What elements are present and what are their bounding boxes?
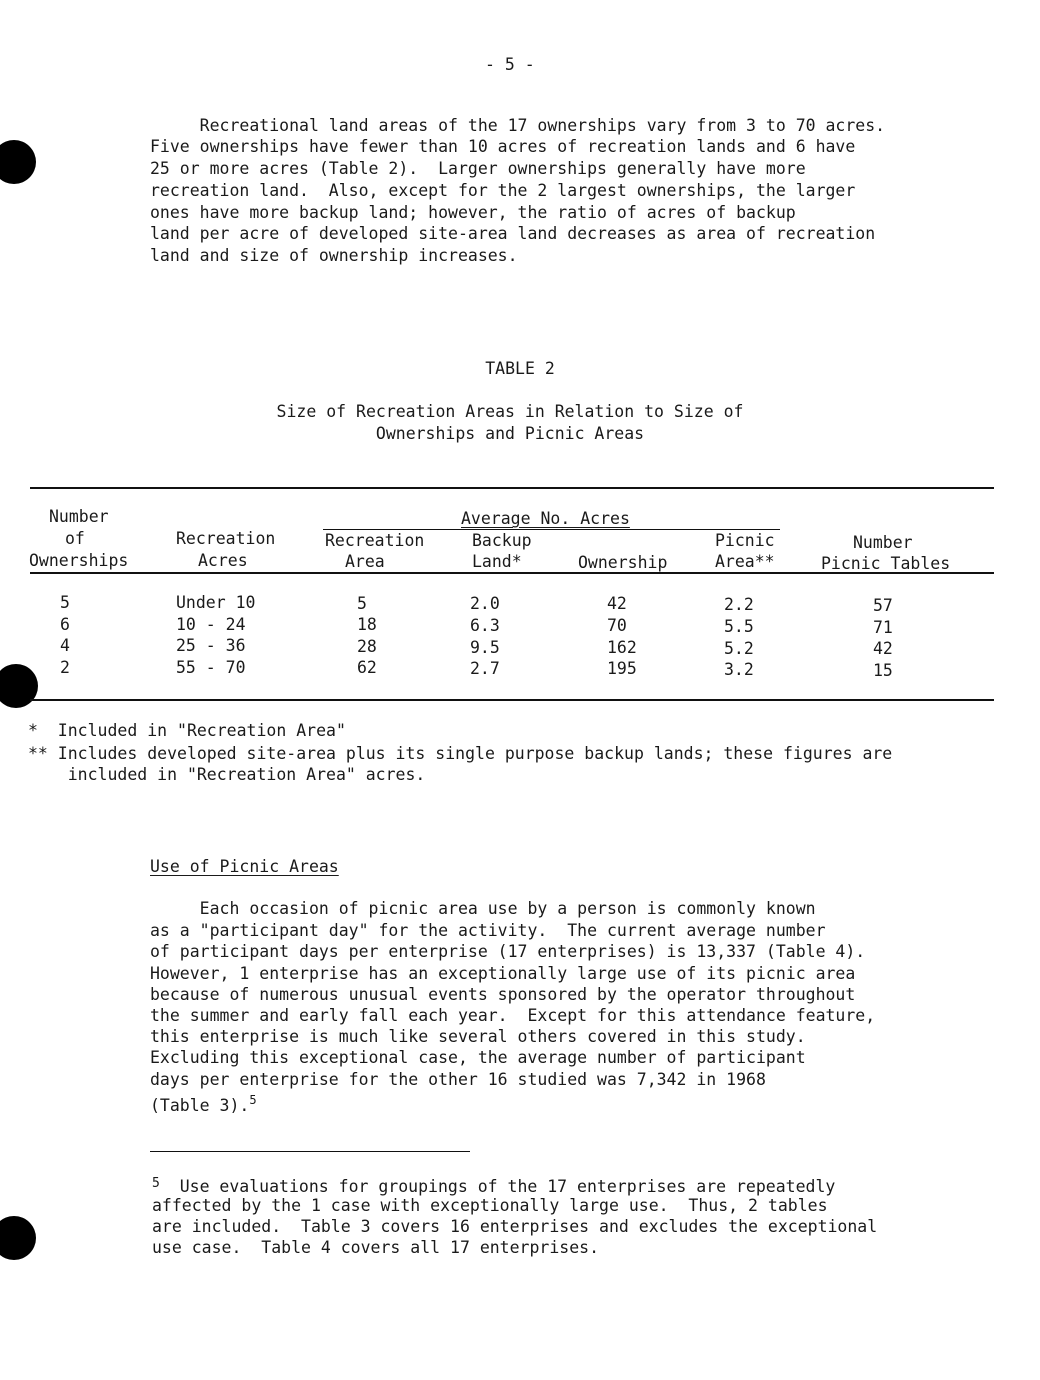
footnote-separator [150,1151,470,1152]
cell-recreation-area: 5 [357,594,367,613]
header-number: Number [49,507,109,526]
header-backup-1: Backup [472,531,532,550]
paragraph-line: 25 or more acres (Table 2). Larger ownerships generally have more [150,159,806,178]
section-heading: Use of Picnic Areas [150,857,339,876]
footnote-reference: 5 [249,1093,257,1107]
footnote-marker: 5 [152,1176,160,1191]
paragraph-line-last [150,1090,257,1117]
table-top-rule [30,487,994,489]
cell-backup: 9.5 [470,638,500,657]
cell-recreation-acres: 10 - 24 [176,615,246,634]
cell-picnic: 2.2 [724,595,754,614]
cell-recreation-acres: Under 10 [176,593,256,612]
table-footnote: * Included in "Recreation Area" [28,721,346,740]
cell-number: 6 [60,615,70,634]
paragraph-line: this enterprise is much like several others covered in this study. [150,1027,806,1046]
table-caption-line: Ownerships and Picnic Areas [375,423,645,443]
header-picnic-2: Area** [715,552,775,571]
binder-hole-top [0,140,36,184]
header-number-tables-1: Number [853,533,913,552]
cell-ownership: 42 [607,594,627,613]
table-bottom-rule [30,699,994,701]
footnote-text: Use evaluations for groupings of the 17 enterprises are repeatedly [159,1177,836,1196]
header-of: of [65,529,85,548]
page-number: - 5 - [485,55,535,74]
cell-ownership: 162 [607,638,637,657]
binder-hole-bottom [0,1216,36,1260]
paragraph-line: Five ownerships have fewer than 10 acres of recreation lands and 6 have [150,137,856,156]
header-ownership: Ownership [578,553,668,572]
footnote-line: are included. Table 3 covers 16 enterprises and excludes the exceptional [152,1217,878,1236]
footnote-line [152,1173,835,1198]
cell-backup: 2.7 [470,659,500,678]
table-footnote: included in "Recreation Area" acres. [28,765,426,784]
header-recreation-area-1: Recreation [325,531,425,550]
table-title-block [0,358,1040,380]
table-label: TABLE 2 [485,359,555,378]
cell-picnic: 5.2 [724,639,754,658]
header-recreation-area-2: Area [345,552,385,571]
cell-recreation-area: 18 [357,615,377,634]
cell-tables: 15 [873,661,893,680]
paragraph-line: ones have more backup land; however, the ratio of acres of backup [150,203,796,222]
cell-picnic: 5.5 [724,617,754,636]
header-backup-2: Land* [472,552,522,571]
cell-ownership: 70 [607,616,627,635]
cell-number: 2 [60,658,70,677]
footnote-line: affected by the 1 case with exceptionally large use. Thus, 2 tables [152,1196,828,1215]
header-recreation-acres-2: Acres [198,551,248,570]
paragraph-line: recreation land. Also, except for the 2 largest ownerships, the larger [150,181,856,200]
paragraph-line: However, 1 enterprise has an exceptionally large use of its picnic area [150,964,856,983]
header-ownerships: Ownerships [29,551,129,570]
paragraph-line: days per enterprise for the other 16 studied was 7,342 in 1968 [150,1070,766,1089]
table-footnote: ** Includes developed site-area plus its single purpose backup lands; these figures are [28,744,893,763]
table-caption [0,401,1020,444]
cell-recreation-acres: 25 - 36 [176,636,246,655]
paragraph-line: the summer and early fall each year. Except for this attendance feature, [150,1006,876,1025]
cell-backup: 6.3 [470,616,500,635]
cell-picnic: 3.2 [724,660,754,679]
cell-recreation-area: 62 [357,658,377,677]
table-caption-line: Size of Recreation Areas in Relation to Size of [276,402,744,421]
paragraph-line: of participant days per enterprise (17 enterprises) is 13,337 (Table 4). [150,942,866,961]
cell-tables: 42 [873,639,893,658]
cell-tables: 57 [873,596,893,615]
header-picnic-1: Picnic [715,531,775,550]
paragraph-line: as a "participant day" for the activity. The current average number [150,921,826,940]
cell-backup: 2.0 [470,594,500,613]
cell-recreation-acres: 55 - 70 [176,658,246,677]
header-number-tables-2: Picnic Tables [821,554,951,573]
paragraph-text: (Table 3). [150,1096,250,1115]
cell-ownership: 195 [607,659,637,678]
paragraph-line: land and size of ownership increases. [150,246,518,265]
cell-number: 5 [60,593,70,612]
paragraph-line: land per acre of developed site-area land decreases as area of recreation [150,224,876,243]
paragraph-line: Excluding this exceptional case, the average number of participant [150,1048,806,1067]
cell-number: 4 [60,636,70,655]
binder-hole-middle [0,664,38,708]
cell-recreation-area: 28 [357,637,377,656]
header-recreation-acres-1: Recreation [176,529,276,548]
footnote-line: use case. Table 4 covers all 17 enterprises. [152,1238,600,1257]
header-average-acres: Average No. Acres [461,509,630,528]
paragraph-line: Recreational land areas of the 17 ownerships vary from 3 to 70 acres. [150,116,886,135]
paragraph-line: Each occasion of picnic area use by a person is commonly known [150,899,816,918]
cell-tables: 71 [873,618,893,637]
paragraph-line: because of numerous unusual events sponsored by the operator throughout [150,985,856,1004]
